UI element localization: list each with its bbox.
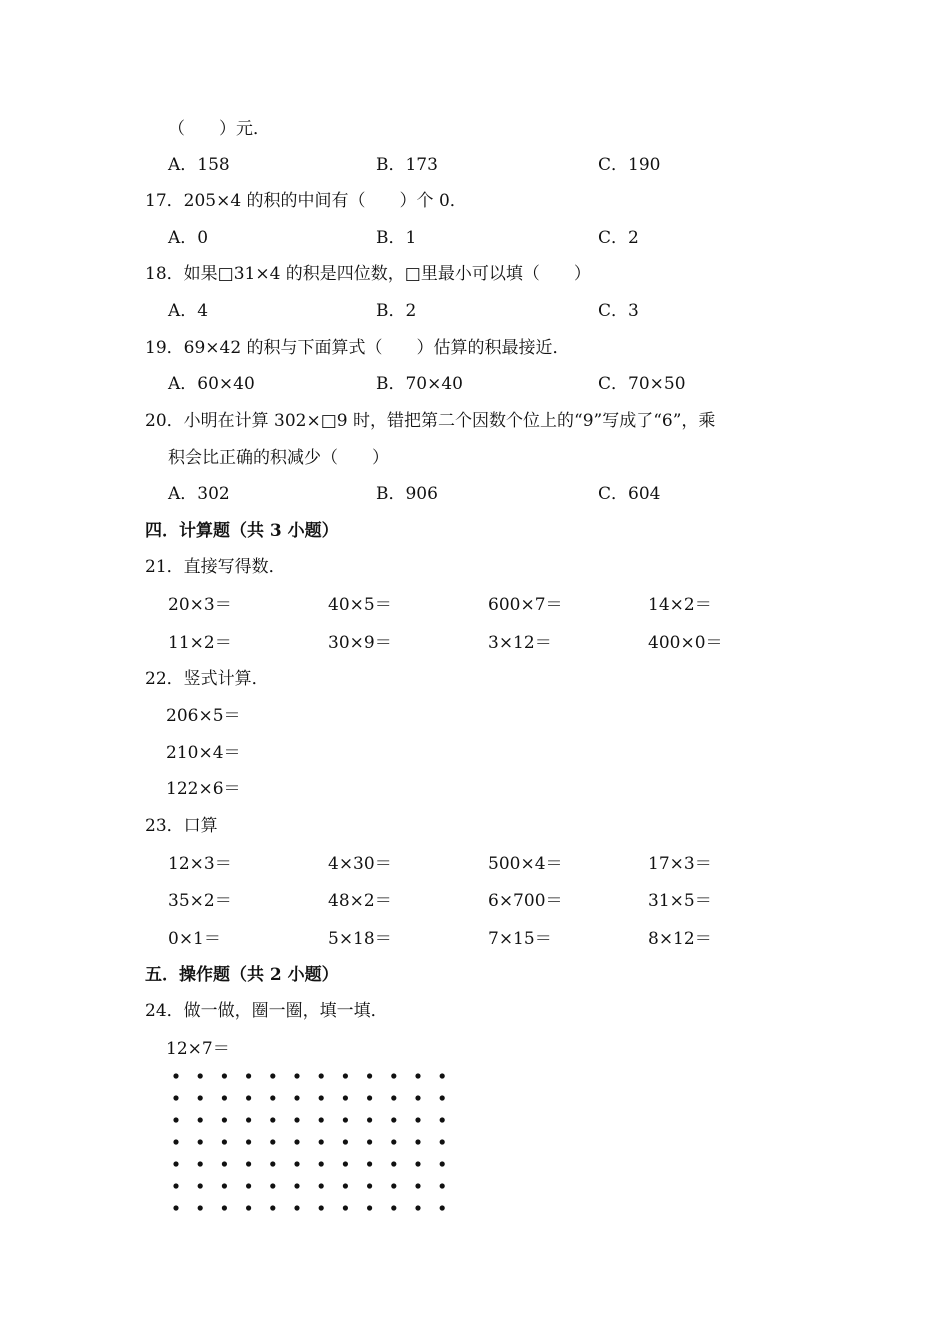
q22-item: 122×6＝ xyxy=(166,779,241,799)
q20-stem-line2: 积会比正确的积减少（ ） xyxy=(168,448,389,468)
grid-dot xyxy=(294,1117,299,1122)
grid-dot xyxy=(294,1183,299,1188)
grid-dot xyxy=(415,1095,420,1100)
grid-dot xyxy=(270,1073,275,1078)
grid-dot xyxy=(343,1139,348,1144)
grid-dot xyxy=(222,1117,227,1122)
grid-dot xyxy=(198,1139,203,1144)
grid-dot xyxy=(343,1161,348,1166)
q20-option-a[interactable]: A．302 xyxy=(168,484,230,504)
q23-item: 31×5＝ xyxy=(648,891,712,911)
grid-dot xyxy=(198,1183,203,1188)
q23-item: 4×30＝ xyxy=(328,854,392,874)
grid-dot xyxy=(319,1117,324,1122)
q16-stem-tail: （ ）元． xyxy=(168,119,270,139)
q21-item: 40×5＝ xyxy=(328,595,392,615)
q21-item: 20×3＝ xyxy=(168,595,232,615)
grid-dot xyxy=(173,1183,178,1188)
grid-dot xyxy=(198,1117,203,1122)
q23-item: 8×12＝ xyxy=(648,929,712,949)
q24-expression: 12×7＝ xyxy=(166,1039,230,1059)
grid-dot xyxy=(415,1139,420,1144)
q22-item: 210×4＝ xyxy=(166,743,241,763)
grid-dot xyxy=(440,1205,445,1210)
grid-dot xyxy=(319,1161,324,1166)
q18-option-b[interactable]: B．2 xyxy=(376,301,417,321)
q16-option-c[interactable]: C．190 xyxy=(598,155,661,175)
grid-dot xyxy=(270,1161,275,1166)
grid-dot xyxy=(391,1073,396,1078)
q19-option-c[interactable]: C．70×50 xyxy=(598,374,686,394)
q23-item: 12×3＝ xyxy=(168,854,232,874)
grid-dot xyxy=(391,1161,396,1166)
grid-dot xyxy=(391,1139,396,1144)
grid-dot xyxy=(270,1139,275,1144)
grid-dot xyxy=(173,1073,178,1078)
q23-item: 35×2＝ xyxy=(168,891,232,911)
grid-dot xyxy=(198,1205,203,1210)
grid-dot xyxy=(415,1183,420,1188)
grid-dot xyxy=(319,1095,324,1100)
grid-dot xyxy=(198,1095,203,1100)
q20-option-b[interactable]: B．906 xyxy=(376,484,438,504)
q23-item: 5×18＝ xyxy=(328,929,392,949)
grid-dot xyxy=(319,1183,324,1188)
grid-dot xyxy=(173,1117,178,1122)
grid-dot xyxy=(246,1117,251,1122)
q22-item: 206×5＝ xyxy=(166,706,241,726)
grid-dot xyxy=(294,1095,299,1100)
q20-option-c[interactable]: C．604 xyxy=(598,484,661,504)
grid-dot xyxy=(367,1183,372,1188)
grid-dot xyxy=(319,1073,324,1078)
grid-dot xyxy=(294,1205,299,1210)
q18-option-c[interactable]: C．3 xyxy=(598,301,639,321)
grid-dot xyxy=(246,1161,251,1166)
grid-dot xyxy=(319,1139,324,1144)
q23-stem: 23．口算 xyxy=(145,816,218,836)
grid-dot xyxy=(222,1139,227,1144)
grid-dot xyxy=(343,1095,348,1100)
grid-dot xyxy=(415,1161,420,1166)
grid-dot xyxy=(294,1161,299,1166)
grid-dot xyxy=(391,1117,396,1122)
grid-dot xyxy=(222,1161,227,1166)
q16-option-b[interactable]: B．173 xyxy=(376,155,438,175)
q21-item: 14×2＝ xyxy=(648,595,712,615)
grid-dot xyxy=(246,1183,251,1188)
q17-stem: 17．205×4 的积的中间有（ ）个 0． xyxy=(145,191,467,211)
grid-dot xyxy=(415,1117,420,1122)
grid-dot xyxy=(343,1117,348,1122)
grid-dot xyxy=(367,1117,372,1122)
q23-item: 0×1＝ xyxy=(168,929,221,949)
q19-stem: 19．69×42 的积与下面算式（ ）估算的积最接近． xyxy=(145,338,570,358)
grid-dot xyxy=(440,1073,445,1078)
grid-dot xyxy=(440,1139,445,1144)
grid-dot xyxy=(319,1205,324,1210)
grid-dot xyxy=(440,1183,445,1188)
grid-dot xyxy=(173,1095,178,1100)
q23-item: 6×700＝ xyxy=(488,891,563,911)
grid-dot xyxy=(222,1183,227,1188)
q21-item: 600×7＝ xyxy=(488,595,563,615)
grid-dot xyxy=(246,1073,251,1078)
grid-dot xyxy=(270,1183,275,1188)
grid-dot xyxy=(198,1161,203,1166)
grid-dot xyxy=(367,1139,372,1144)
grid-dot xyxy=(440,1161,445,1166)
q21-stem: 21．直接写得数． xyxy=(145,557,286,577)
grid-dot xyxy=(222,1205,227,1210)
grid-dot xyxy=(391,1095,396,1100)
section-5-title: 五．操作题（共 2 小题） xyxy=(145,965,339,985)
grid-dot xyxy=(440,1095,445,1100)
q23-item: 7×15＝ xyxy=(488,929,552,949)
grid-dot xyxy=(367,1205,372,1210)
grid-dot xyxy=(173,1205,178,1210)
q24-stem: 24．做一做，圈一圈，填一填． xyxy=(145,1001,388,1021)
q23-item: 48×2＝ xyxy=(328,891,392,911)
grid-dot xyxy=(391,1183,396,1188)
q22-stem: 22．竖式计算． xyxy=(145,669,269,689)
grid-dot xyxy=(270,1205,275,1210)
grid-dot xyxy=(246,1205,251,1210)
grid-dot xyxy=(415,1205,420,1210)
q19-option-a[interactable]: A．60×40 xyxy=(168,374,255,394)
q21-item: 3×12＝ xyxy=(488,633,552,653)
q17-option-a[interactable]: A．0 xyxy=(168,228,209,248)
grid-dot xyxy=(173,1139,178,1144)
q18-option-a[interactable]: A．4 xyxy=(168,301,209,321)
q18-stem: 18．如果□31×4 的积是四位数，□里最小可以填（ ） xyxy=(145,264,591,284)
grid-dot xyxy=(246,1095,251,1100)
grid-dot xyxy=(391,1205,396,1210)
grid-dot xyxy=(246,1139,251,1144)
grid-dot xyxy=(270,1117,275,1122)
grid-dot xyxy=(222,1073,227,1078)
q23-item: 500×4＝ xyxy=(488,854,563,874)
grid-dot xyxy=(173,1161,178,1166)
q16-option-a[interactable]: A．158 xyxy=(168,155,230,175)
q23-item: 17×3＝ xyxy=(648,854,712,874)
grid-dot xyxy=(294,1073,299,1078)
q21-item: 11×2＝ xyxy=(168,633,232,653)
q17-option-b[interactable]: B．1 xyxy=(376,228,417,248)
grid-dot xyxy=(198,1073,203,1078)
q17-option-c[interactable]: C．2 xyxy=(598,228,639,248)
q21-item: 30×9＝ xyxy=(328,633,392,653)
grid-dot xyxy=(222,1095,227,1100)
q19-option-b[interactable]: B．70×40 xyxy=(376,374,464,394)
grid-dot xyxy=(367,1095,372,1100)
grid-dot xyxy=(294,1139,299,1144)
q20-stem-line1: 20．小明在计算 302×□9 时，错把第二个因数个位上的“9”写成了“6”，乘 xyxy=(145,411,716,431)
grid-dot xyxy=(343,1073,348,1078)
grid-dot xyxy=(343,1205,348,1210)
grid-dot xyxy=(367,1073,372,1078)
section-4-title: 四．计算题（共 3 小题） xyxy=(145,521,339,541)
dot-grid xyxy=(160,1064,460,1214)
grid-dot xyxy=(415,1073,420,1078)
grid-dot xyxy=(440,1117,445,1122)
grid-dot xyxy=(367,1161,372,1166)
q21-item: 400×0＝ xyxy=(648,633,723,653)
grid-dot xyxy=(343,1183,348,1188)
grid-dot xyxy=(270,1095,275,1100)
